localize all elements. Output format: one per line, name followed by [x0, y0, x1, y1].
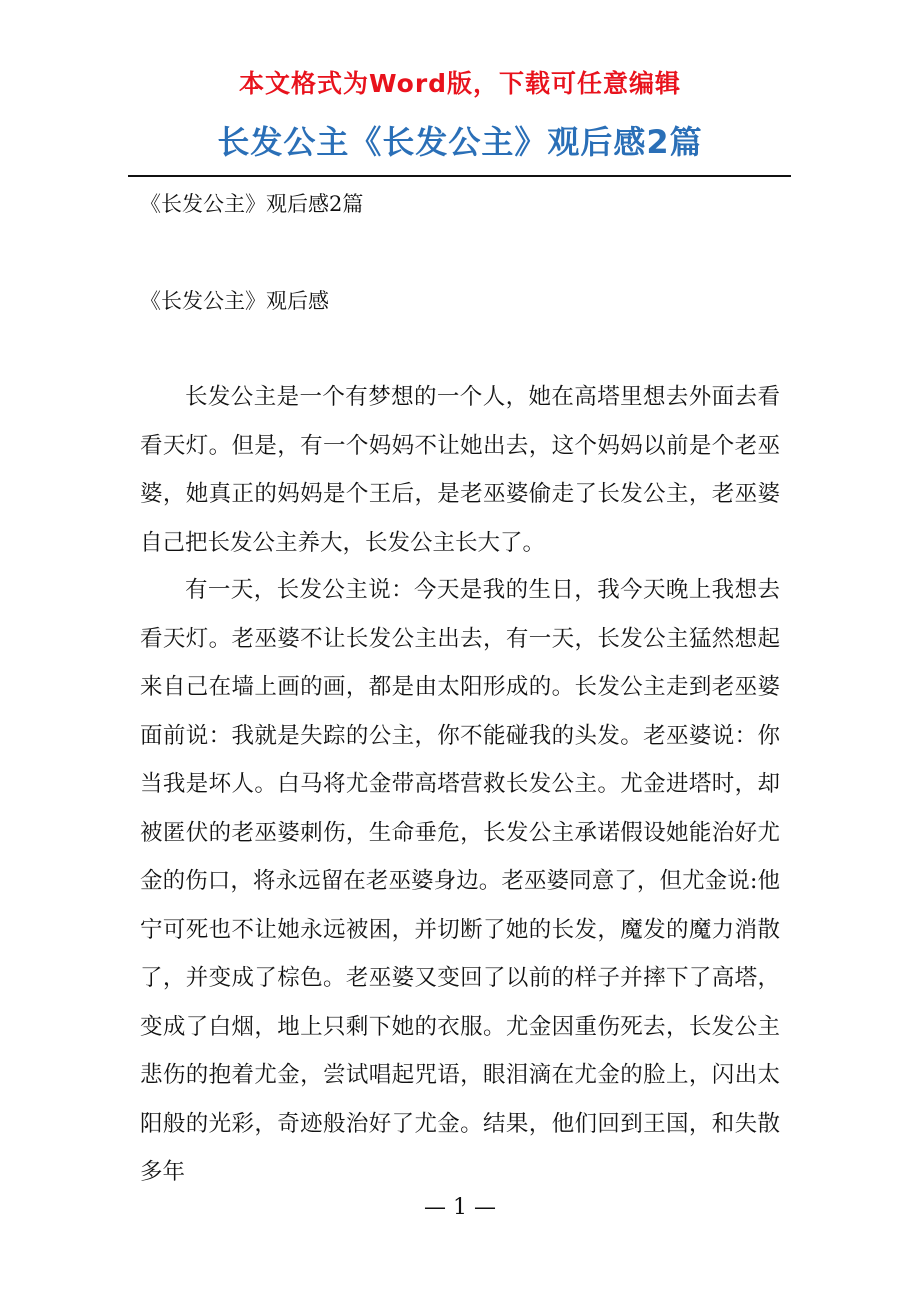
section-heading: 《长发公主》观后感	[140, 289, 329, 313]
title-divider	[128, 175, 791, 177]
page-number: — 1 —	[424, 1195, 496, 1220]
document-title: 长发公主《长发公主》观后感2篇	[217, 123, 703, 161]
body-paragraph: 长发公主是一个有梦想的一个人，她在高塔里想去外面去看看天灯。但是，有一个妈妈不让她出去，这个妈妈以前是个老巫婆，她真正的妈妈是个王后，是老巫婆偷走了长发公主，老巫婆自己把长发公主养大，长发公主长大了。	[140, 384, 780, 556]
body-paragraph: 有一天，长发公主说：今天是我的生日，我今天晚上我想去看天灯。老巫婆不让长发公主出去，有一天，长发公主猛然想起来自己在墙上画的画，都是由太阳形成的。长发公主走到老巫婆面前说：我就是失踪的公主，你不能碰我的头发。老巫婆说：你当我是坏人。白马将尤金带高塔营救长发公主。尤金进塔时，却被匿伏的老巫婆刺伤，生命垂危，长发公主承诺假设她能治好尤金的伤口，将永远留在老巫婆身边。老巫婆同意了，但尤金说:他宁可死也不让她永远被困，并切断了她的长发，魔发的魔力消散了，并变成了棕色。老巫婆又变回了以前的样子并摔下了高塔，变成了白烟，地上只剩下她的衣服。尤金因重伤死去，长发公主悲伤的抱着尤金，尝试唱起咒语，眼泪滴在尤金的脸上，闪出太阳般的光彩，奇迹般治好了尤金。结果，他们回到王国，和失散多年	[140, 577, 780, 1185]
download-banner: 本文格式为Word版，下载可任意编辑	[238, 69, 682, 98]
document-subheading: 《长发公主》观后感2篇	[140, 192, 364, 216]
